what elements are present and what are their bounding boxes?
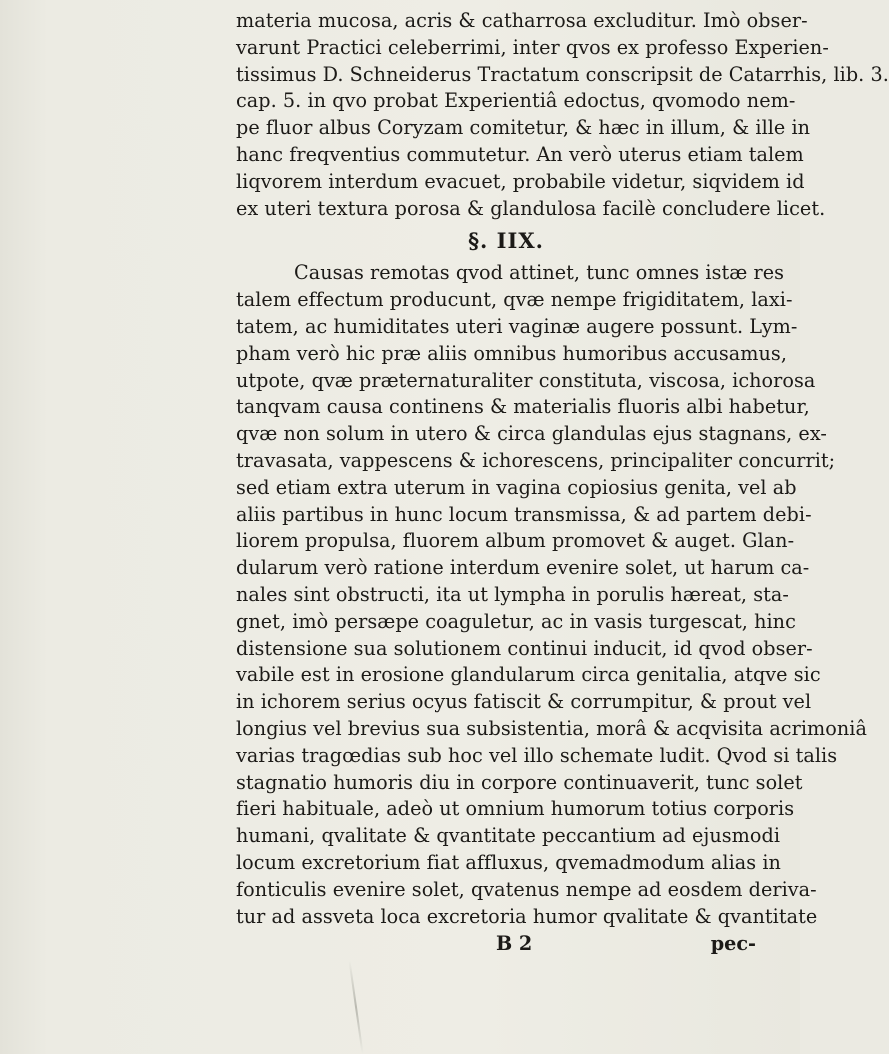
text-line: fonticulis evenire solet, qvatenus nempe ad eosdem deriva-: [236, 877, 817, 901]
paragraph-before-heading: [236, 8, 889, 222]
text-line: hanc freqventius commutetur. An verò uterus etiam talem: [236, 142, 804, 166]
text-line: nales sint obstructi, ita ut lympha in porulis hæreat, sta-: [236, 582, 789, 606]
section-heading: §. IIX.: [468, 228, 544, 254]
text-line: pham verò hic præ aliis omnibus humoribus accusamus,: [236, 341, 787, 365]
text-line: materia mucosa, acris & catharrosa excluditur. Imò obser-: [236, 9, 808, 32]
text-line: tissimus D. Schneiderus Tractatum conscripsit de Catarrhis, lib. 3.: [236, 62, 889, 86]
text-line: tur ad assveta loca excretoria humor qvalitate & qvantitate: [236, 904, 818, 928]
text-line: cap. 5. in qvo probat Experientiâ edoctus, qvomodo nem-: [236, 89, 796, 113]
text-line: pe fluor albus Coryzam comitetur, & hæc in illum, & ille in: [236, 116, 811, 140]
text-line: in ichorem serius ocyus fatiscit & corrumpitur, & prout vel: [236, 690, 812, 714]
text-block: [236, 8, 889, 957]
catchword: pec-: [710, 932, 756, 956]
text-line: stagnatio humoris diu in corpore continuaverit, tunc solet: [236, 770, 803, 794]
text-line: dularum verò ratione interdum evenire solet, ut harum ca-: [236, 556, 810, 580]
text-line: tatem, ac humiditates uteri vaginæ augere possunt. Lym-: [236, 314, 798, 338]
text-line: utpote, qvæ præternaturaliter constituta, viscosa, ichorosa: [236, 368, 816, 392]
text-line: qvæ non solum in utero & circa glandulas ejus stagnans, ex-: [236, 422, 827, 446]
text-line: longius vel brevius sua subsistentia, morâ & acqvisita acrimoniâ: [236, 716, 867, 740]
text-line: ex uteri textura porosa & glandulosa facilè concludere licet.: [236, 196, 826, 220]
text-line: talem effectum producunt, qvæ nempe frigiditatem, laxi-: [236, 288, 793, 312]
text-line: humani, qvalitate & qvantitate peccantium ad ejusmodi: [236, 824, 781, 848]
page-footer: [236, 930, 776, 957]
text-line: travasata, vappescens & ichorescens, principaliter concurrit;: [236, 448, 836, 472]
signature-mark: B 2: [496, 932, 533, 956]
text-line: Causas remotas qvod attinet, tunc omnes istæ res: [294, 261, 785, 285]
text-line: vabile est in erosione glandularum circa genitalia, atqve sic: [236, 663, 821, 687]
text-line: liorem propulsa, fluorem album promovet & auget. Glan-: [236, 529, 795, 553]
paragraph-after-heading: [236, 260, 867, 930]
text-line: sed etiam extra uterum in vagina copiosius genita, vel ab: [236, 475, 797, 499]
text-line: liqvorem interdum evacuet, probabile videtur, siqvidem id: [236, 169, 805, 193]
text-line: distensione sua solutionem continui inducit, id qvod obser-: [236, 636, 813, 660]
text-line: fieri habituale, adeò ut omnium humorum totius corporis: [236, 797, 795, 821]
text-line: locum excretorium fiat affluxus, qvemadmodum alias in: [236, 850, 781, 874]
text-line: aliis partibus in hunc locum transmissa, & ad partem debi-: [236, 502, 812, 526]
text-line: varias tragœdias sub hoc vel illo schemate ludit. Qvod si talis: [236, 743, 838, 767]
text-line: varunt Practici celeberrimi, inter qvos ex professo Experien-: [236, 35, 829, 59]
paper-crease: [348, 960, 363, 1053]
text-line: tanqvam causa continens & materialis fluoris albi habetur,: [236, 395, 810, 419]
text-line: gnet, imò persæpe coaguletur, ac in vasis turgescat, hinc: [236, 609, 796, 633]
